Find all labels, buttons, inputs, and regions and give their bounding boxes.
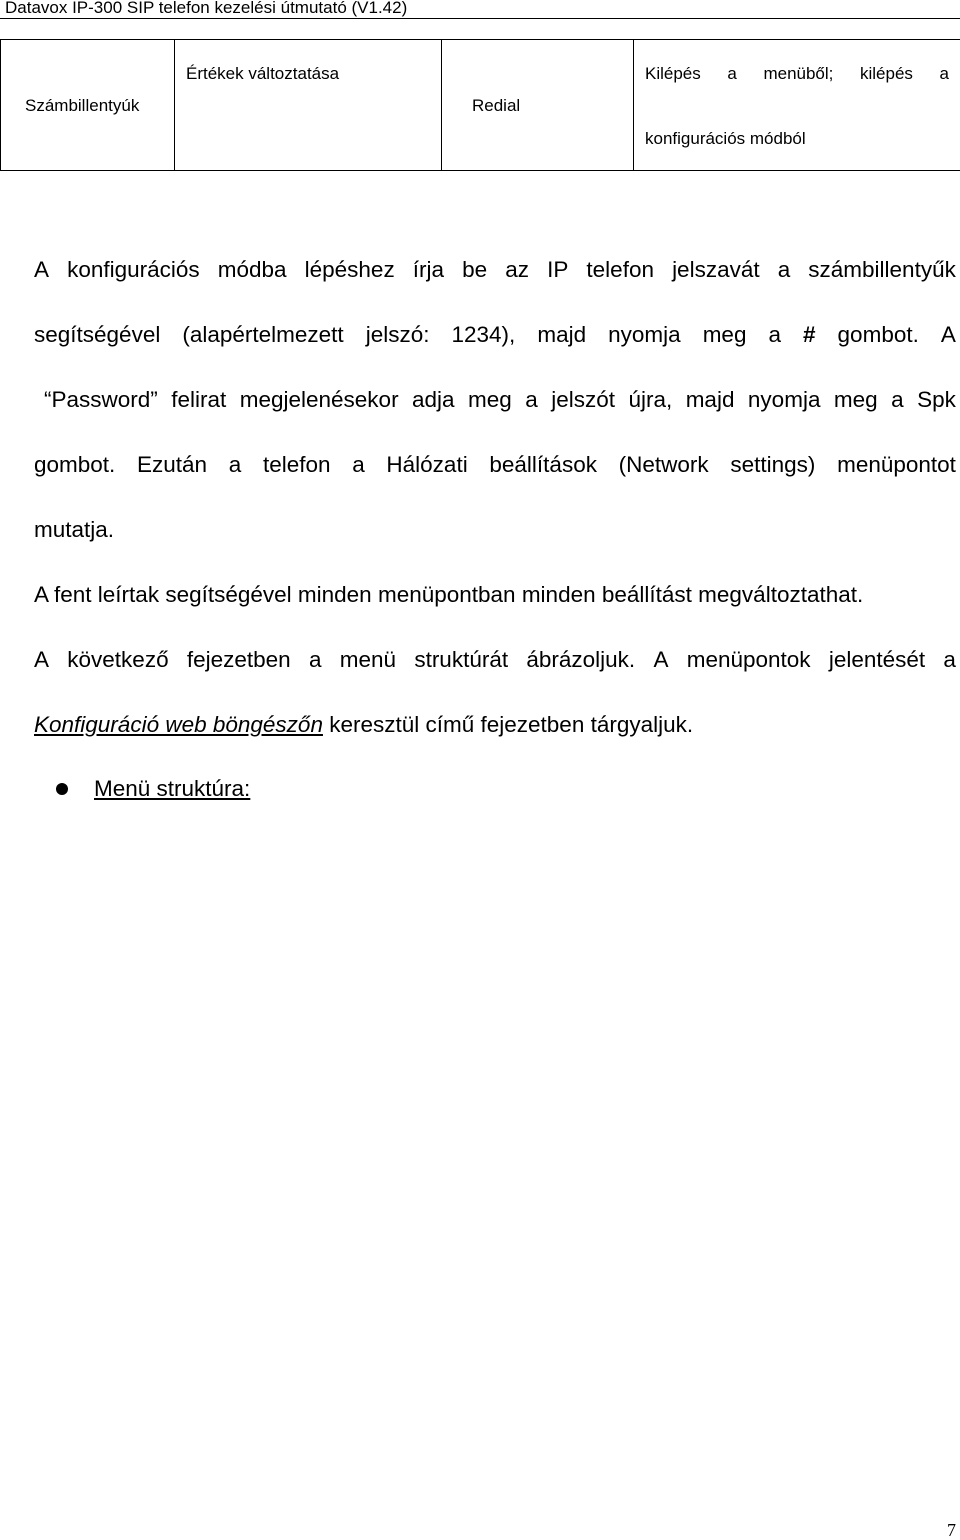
table-cell-redial	[442, 40, 634, 171]
word: lépéshez	[304, 257, 395, 282]
word: a	[308, 647, 322, 672]
word: majd	[685, 387, 735, 412]
word: a	[891, 387, 904, 412]
word: megjelenésekor	[239, 387, 399, 412]
paragraph-3-line-1	[34, 644, 956, 676]
word: jelszó:	[365, 322, 430, 347]
word: fejezetben	[186, 647, 291, 672]
word: majd	[537, 322, 587, 347]
word: a	[939, 64, 949, 83]
paragraph-1-line-2	[34, 319, 956, 351]
word: meg	[833, 387, 878, 412]
word: meg	[468, 387, 512, 412]
word: A	[653, 647, 669, 672]
word: nyomja	[747, 387, 821, 412]
key-function-table	[0, 39, 960, 171]
word: jelszavát	[672, 257, 760, 282]
word: A	[34, 647, 50, 672]
word: az	[505, 257, 529, 282]
paragraph-2: A fent leírtak segítségével minden menüpontban minden beállítást megváltoztathat.	[34, 582, 864, 607]
page-number: 7	[947, 1520, 956, 1540]
word: Ezután	[137, 452, 208, 477]
word: A	[34, 257, 50, 282]
word: menü	[339, 647, 397, 672]
table-cell-keys	[1, 40, 175, 171]
cell-exit-line2: konfigurációs módból	[645, 129, 806, 148]
word: a	[352, 452, 365, 477]
word: a	[525, 387, 538, 412]
word: IP	[547, 257, 569, 282]
paragraph-1-line-4	[34, 449, 956, 481]
paragraph-3-line-2	[34, 709, 956, 741]
word: Hálózati	[386, 452, 468, 477]
word: meg	[702, 322, 747, 347]
word: menüpontot	[837, 452, 956, 477]
menu-structure-heading: Menü struktúra:	[94, 776, 251, 801]
word: #	[803, 322, 816, 347]
word: jelszót	[551, 387, 615, 412]
word: következő	[67, 647, 169, 672]
word: A	[940, 322, 956, 347]
word: adja	[412, 387, 455, 412]
word: konfigurációs	[67, 257, 200, 282]
paragraph-3-line-2-rest: keresztül című fejezetben tárgyaljuk.	[322, 712, 694, 737]
paragraph-1-line-3	[44, 384, 956, 416]
cell-change-values-label: Értékek változtatása	[186, 64, 340, 83]
word: Kilépés	[645, 64, 701, 83]
word: nyomja	[608, 322, 681, 347]
word: a	[943, 647, 956, 672]
word: be	[462, 257, 488, 282]
cell-keys-label: Számbillentyúk	[25, 96, 140, 115]
header-title: Datavox IP-300 SIP telefon kezelési útmutató (V1.42)	[5, 0, 408, 17]
word: 1234),	[451, 322, 516, 347]
word: (Network	[618, 452, 709, 477]
word: a	[777, 257, 791, 282]
word: telefon	[262, 452, 331, 477]
bullet-icon	[56, 783, 68, 795]
word: számbillentyűk	[808, 257, 956, 282]
paragraph-1-line-5: mutatja.	[34, 517, 115, 542]
word: írja	[412, 257, 445, 282]
cell-exit-line1	[645, 64, 949, 84]
word: menüből;	[763, 64, 834, 83]
word: módba	[217, 257, 287, 282]
word: a	[228, 452, 242, 477]
word: (alapértelmezett	[182, 322, 344, 347]
word: segítségével	[34, 322, 161, 347]
word: beállítások	[489, 452, 597, 477]
word: a	[768, 322, 781, 347]
word: struktúrát	[414, 647, 509, 672]
word: menüpontok	[686, 647, 811, 672]
cell-redial-label: Redial	[472, 96, 521, 115]
word: ábrázoljuk.	[526, 647, 636, 672]
table-cell-exit	[634, 40, 960, 171]
table-cell-change-values	[175, 40, 442, 171]
paragraph-1-line-1	[34, 254, 956, 286]
word: a	[727, 64, 737, 83]
chapter-reference-link[interactable]: Konfiguráció web böngészőn	[34, 712, 323, 737]
word: Spk	[917, 387, 956, 412]
word: telefon	[586, 257, 654, 282]
word: jelentését	[828, 647, 926, 672]
word: gombot.	[34, 452, 116, 477]
running-header	[0, 0, 960, 19]
word: felirat	[171, 387, 227, 412]
word: settings)	[730, 452, 816, 477]
word: “Password”	[44, 387, 158, 412]
word: újra,	[628, 387, 673, 412]
word: kilépés	[860, 64, 913, 83]
word: gombot.	[837, 322, 919, 347]
